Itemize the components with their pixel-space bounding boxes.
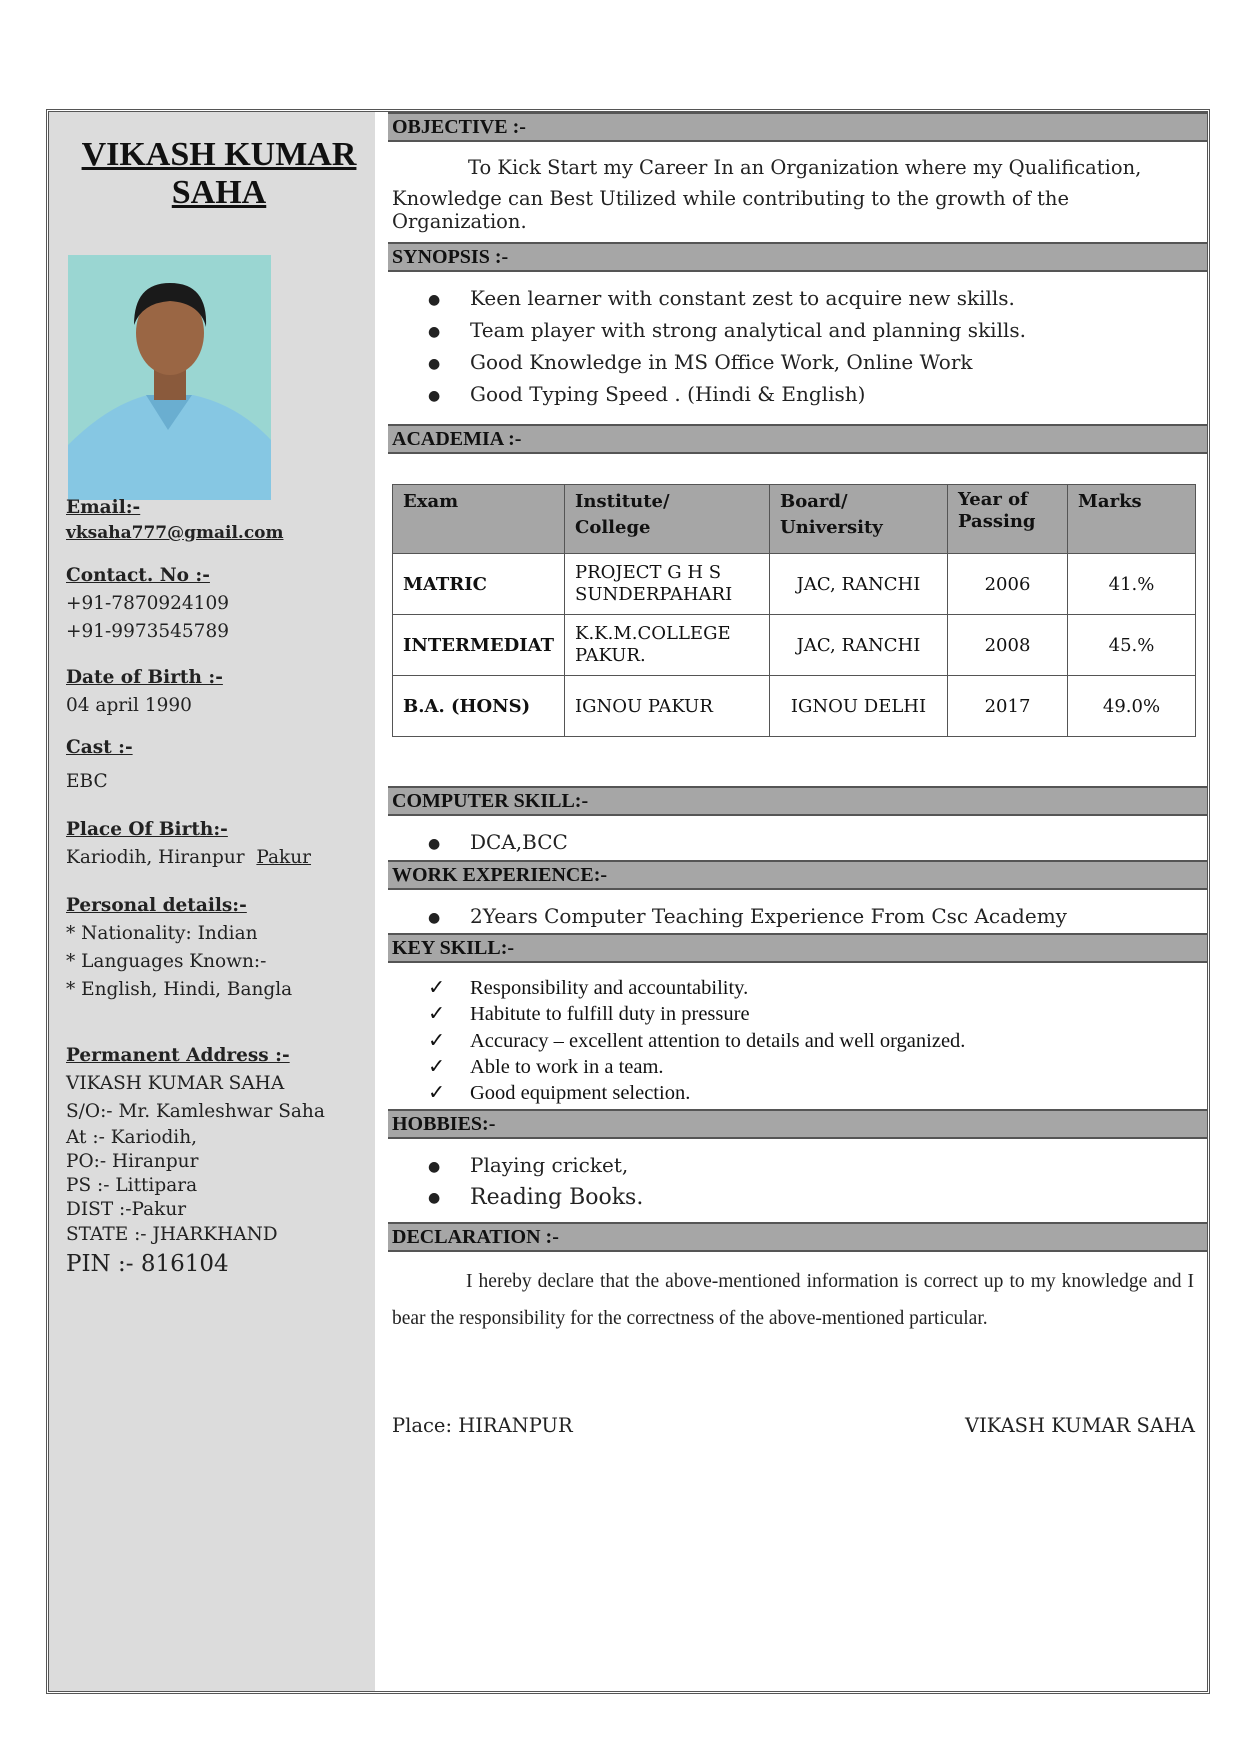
- cast-block: [66, 734, 133, 796]
- cast-heading: Cast :-: [66, 737, 133, 758]
- bullet-dot-icon: ●: [428, 323, 441, 340]
- address-line: VIKASH KUMAR SAHA: [66, 1073, 285, 1094]
- bullet-dot-icon: ●: [428, 835, 441, 852]
- checkmark-icon: ✓: [428, 977, 446, 999]
- phone-1: +91-7870924109: [66, 593, 229, 614]
- bullet-dot-icon: ●: [428, 1158, 441, 1175]
- cell-exam: B.A. (HONS): [393, 676, 565, 737]
- bullet-dot-icon: ●: [428, 909, 441, 926]
- address-block: [66, 1042, 325, 1280]
- dob-block: [66, 664, 223, 720]
- header-institute: Institute/ College: [565, 485, 770, 554]
- profile-photo: [68, 255, 271, 500]
- declaration-heading: DECLARATION :-: [388, 1222, 1207, 1252]
- academia-heading: ACADEMIA :-: [388, 424, 1207, 454]
- pob-block: [66, 816, 311, 872]
- personal-block: [66, 892, 292, 1004]
- synopsis-heading: SYNOPSIS :-: [388, 242, 1207, 272]
- cell-year: 2006: [948, 554, 1068, 615]
- name-line-1: VIKASH KUMAR: [81, 136, 357, 173]
- dob-heading: Date of Birth :-: [66, 667, 223, 688]
- work-experience-heading: WORK EXPERIENCE:-: [388, 860, 1207, 890]
- languages-heading: * Languages Known:-: [66, 951, 267, 972]
- bullet-dot-icon: ●: [428, 355, 441, 372]
- objective-heading: OBJECTIVE :-: [388, 112, 1207, 142]
- key-skill-item: ✓ Responsibility and accountability.: [428, 977, 749, 999]
- bullet-dot-icon: ●: [428, 1190, 441, 1206]
- hobby-item: ● Reading Books.: [428, 1185, 644, 1210]
- main-content: [388, 112, 1207, 1691]
- hobby-item: ● Playing cricket,: [428, 1153, 629, 1177]
- hobbies-heading: HOBBIES:-: [388, 1109, 1207, 1139]
- dob-value: 04 april 1990: [66, 695, 192, 716]
- address-line: PS :- Littipara: [66, 1175, 198, 1196]
- key-skill-item: ✓ Good equipment selection.: [428, 1082, 691, 1104]
- checkmark-icon: ✓: [428, 1003, 446, 1025]
- key-skill-item: ✓ Habitute to fulfill duty in pressure: [428, 1003, 750, 1025]
- pob-place: Kariodih, Hiranpur: [66, 847, 245, 868]
- objective-line-1: To Kick Start my Career In an Organization where my Qualification,: [468, 156, 1142, 179]
- email-heading: Email:-: [66, 497, 141, 518]
- email-block: [66, 494, 284, 544]
- academia-table: [392, 484, 1196, 737]
- languages: * English, Hindi, Bangla: [66, 979, 293, 1000]
- address-line: PO:- Hiranpur: [66, 1151, 199, 1172]
- table-row: [393, 615, 1196, 676]
- nationality: * Nationality: Indian: [66, 923, 258, 944]
- address-line: S/O:- Mr. Kamleshwar Saha: [66, 1101, 325, 1122]
- phone-2: +91-9973545789: [66, 621, 229, 642]
- pin-code: PIN :- 816104: [66, 1251, 229, 1277]
- email-link[interactable]: vksaha777@gmail.com: [66, 523, 284, 543]
- header-board: Board/ University: [770, 485, 948, 554]
- header-year: Year of Passing: [948, 485, 1068, 554]
- table-header-row: [393, 485, 1196, 554]
- checkmark-icon: ✓: [428, 1030, 446, 1052]
- cell-marks: 45.%: [1068, 615, 1196, 676]
- table-row: [393, 676, 1196, 737]
- key-skill-heading: KEY SKILL:-: [388, 933, 1207, 963]
- address-line: DIST :-Pakur: [66, 1199, 187, 1220]
- checkmark-icon: ✓: [428, 1056, 446, 1078]
- synopsis-item: ● Team player with strong analytical and planning skills.: [428, 318, 1026, 342]
- cast-value: EBC: [66, 771, 108, 792]
- declaration-text: I hereby declare that the above-mentioned information is correct up to my knowledge and I bear the responsibility for the correctness of the above-mentioned particular.: [392, 1271, 1194, 1329]
- address-heading: Permanent Address :-: [66, 1045, 290, 1066]
- header-marks: Marks: [1068, 485, 1196, 554]
- cell-institute: K.K.M.COLLEGE PAKUR.: [565, 615, 770, 676]
- bullet-dot-icon: ●: [428, 387, 441, 404]
- checkmark-icon: ✓: [428, 1082, 446, 1104]
- declaration-signature: VIKASH KUMAR SAHA: [965, 1414, 1195, 1437]
- declaration-place: Place: HIRANPUR: [392, 1414, 573, 1437]
- personal-heading: Personal details:-: [66, 895, 247, 916]
- cell-board: JAC, RANCHI: [770, 615, 948, 676]
- table-row: [393, 554, 1196, 615]
- cell-board: IGNOU DELHI: [770, 676, 948, 737]
- cell-institute: IGNOU PAKUR: [565, 676, 770, 737]
- pob-heading: Place Of Birth:-: [66, 819, 228, 840]
- sidebar: [49, 112, 375, 1691]
- cell-year: 2008: [948, 615, 1068, 676]
- synopsis-item: ● Good Knowledge in MS Office Work, Online Work: [428, 350, 973, 374]
- key-skill-item: ✓ Accuracy – excellent attention to details and well organized.: [428, 1030, 966, 1052]
- cell-year: 2017: [948, 676, 1068, 737]
- synopsis-item: ● Keen learner with constant zest to acquire new skills.: [428, 286, 1015, 310]
- cell-marks: 49.0%: [1068, 676, 1196, 737]
- pob-value: [66, 844, 311, 872]
- cell-institute: PROJECT G H S SUNDERPAHARI: [565, 554, 770, 615]
- cell-exam: INTERMEDIAT: [393, 615, 565, 676]
- computer-skill-item: ● DCA,BCC: [428, 830, 568, 854]
- computer-skill-heading: COMPUTER SKILL:-: [388, 786, 1207, 816]
- address-line: At :- Kariodih,: [66, 1127, 198, 1148]
- key-skill-item: ✓ Able to work in a team.: [428, 1056, 664, 1078]
- bullet-dot-icon: ●: [428, 291, 441, 308]
- work-experience-item: ● 2Years Computer Teaching Experience From Csc Academy: [428, 904, 1067, 928]
- pob-district: Pakur: [256, 847, 312, 868]
- cell-exam: MATRIC: [393, 554, 565, 615]
- candidate-name: [69, 136, 369, 212]
- address-line: STATE :- JHARKHAND: [66, 1224, 278, 1245]
- contact-heading: Contact. No :-: [66, 565, 210, 586]
- cell-board: JAC, RANCHI: [770, 554, 948, 615]
- objective-line-2: Knowledge can Best Utilized while contributing to the growth of the Organization.: [392, 187, 1069, 233]
- header-exam: Exam: [393, 485, 565, 554]
- cell-marks: 41.%: [1068, 554, 1196, 615]
- contact-block: [66, 562, 229, 646]
- synopsis-item: ● Good Typing Speed . (Hindi & English): [428, 382, 866, 406]
- name-line-2: SAHA: [171, 174, 267, 211]
